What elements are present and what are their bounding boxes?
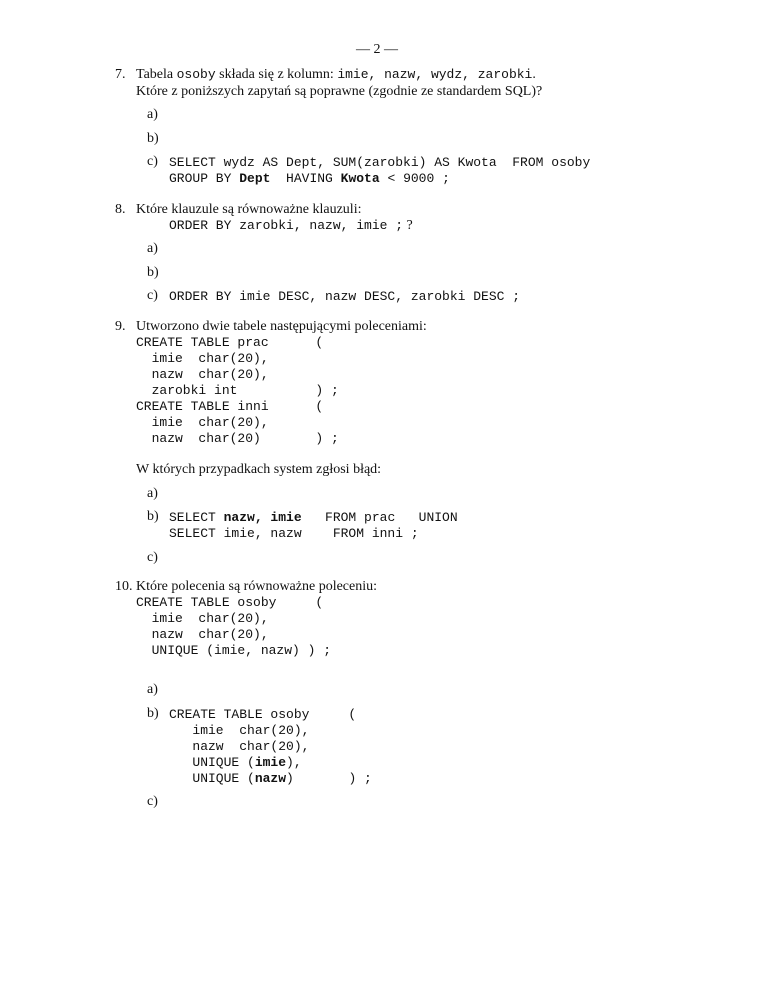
q7-period: . bbox=[532, 67, 536, 82]
q9-error-question: W których przypadkach system zgłosi błąd: bbox=[136, 462, 382, 477]
q7-option-c: c) bbox=[147, 154, 158, 169]
q8-c-code: ORDER BY imie DESC, nazw DESC, zarobki DESC ; bbox=[169, 289, 521, 304]
q7-question: Które z poniższych zapytań są poprawne (zgodnie ze standardem SQL)? bbox=[136, 84, 543, 99]
q8-option-b: b) bbox=[147, 265, 159, 280]
q10-b-code-block bbox=[169, 707, 372, 787]
code-line: imie char(20), bbox=[136, 415, 269, 430]
code-line: nazw char(20), bbox=[136, 627, 269, 642]
q7-intro-a: Tabela bbox=[136, 67, 174, 82]
q9-option-a: a) bbox=[147, 486, 158, 501]
q9-b-code-line1: SELECT nazw, imie FROM prac UNION bbox=[169, 510, 458, 525]
q7-table-name: osoby bbox=[176, 67, 216, 82]
q7-number: 7. bbox=[115, 67, 126, 82]
q10-number: 10. bbox=[115, 579, 133, 594]
q9-b-code-line2: SELECT imie, nazw FROM inni ; bbox=[169, 526, 419, 541]
code-line: nazw char(20), bbox=[136, 367, 269, 382]
q10-option-c: c) bbox=[147, 794, 158, 809]
q10-option-b: b) bbox=[147, 706, 159, 721]
q10-question: Które polecenia są równoważne poleceniu: bbox=[136, 579, 378, 594]
q7-c-code-line2: GROUP BY Dept HAVING Kwota < 9000 ; bbox=[169, 171, 450, 186]
q7-c-code-line1: SELECT wydz AS Dept, SUM(zarobki) AS Kwota FROM osoby bbox=[169, 155, 591, 170]
q10-code-block bbox=[136, 595, 331, 659]
code-line: CREATE TABLE osoby ( bbox=[169, 707, 357, 722]
code-line: CREATE TABLE inni ( bbox=[136, 399, 324, 414]
q8-question: Które klauzule są równoważne klauzuli: bbox=[136, 202, 362, 217]
code-line: UNIQUE (nazw) ) ; bbox=[169, 771, 372, 786]
q7-option-a: a) bbox=[147, 107, 158, 122]
code-line: UNIQUE (imie, nazw) ) ; bbox=[136, 643, 332, 658]
q8-clause: ORDER BY zarobki, nazw, imie ; ? bbox=[169, 218, 413, 233]
q9-question: Utworzono dwie tabele następującymi poleceniami: bbox=[136, 319, 427, 334]
q8-option-c: c) bbox=[147, 288, 158, 303]
code-line: imie char(20), bbox=[136, 351, 269, 366]
code-line: UNIQUE (imie), bbox=[169, 755, 302, 770]
q9-option-c: c) bbox=[147, 550, 158, 565]
q9-option-b: b) bbox=[147, 509, 159, 524]
q7-intro bbox=[136, 67, 536, 83]
code-line: nazw char(20), bbox=[169, 739, 310, 754]
code-line: nazw char(20) ) ; bbox=[136, 431, 339, 446]
q7-columns: imie, nazw, wydz, zarobki bbox=[337, 67, 533, 82]
code-line: zarobki int ) ; bbox=[136, 383, 339, 398]
q9-code-block bbox=[136, 335, 339, 447]
q9-number: 9. bbox=[115, 319, 126, 334]
code-line: imie char(20), bbox=[136, 611, 269, 626]
q8-option-a: a) bbox=[147, 241, 158, 256]
code-line: imie char(20), bbox=[169, 723, 310, 738]
q10-option-a: a) bbox=[147, 682, 158, 697]
page-number: — 2 — bbox=[356, 42, 398, 57]
code-line: CREATE TABLE osoby ( bbox=[136, 595, 324, 610]
code-line: CREATE TABLE prac ( bbox=[136, 335, 324, 350]
q7-option-b: b) bbox=[147, 131, 159, 146]
q7-intro-b: składa się z kolumn: bbox=[219, 67, 334, 82]
q8-number: 8. bbox=[115, 202, 126, 217]
